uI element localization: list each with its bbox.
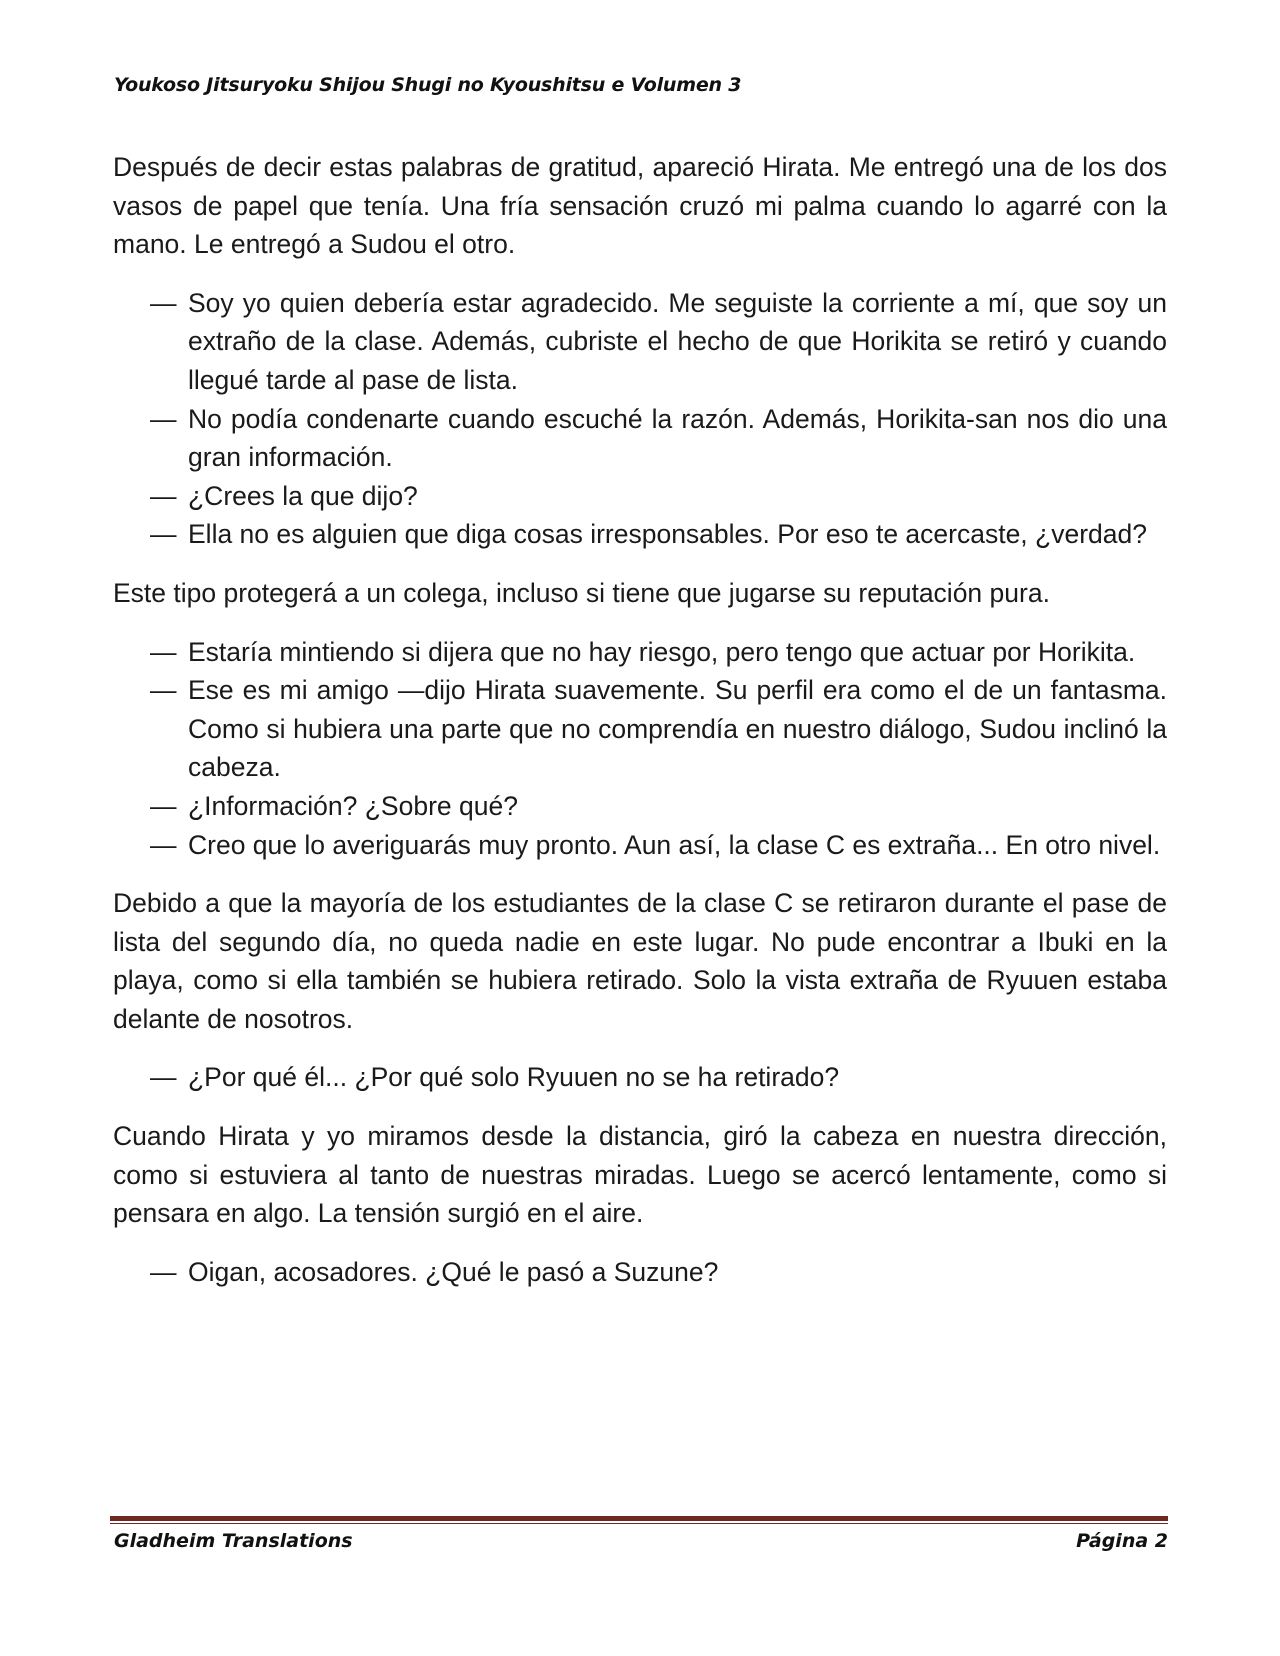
- dialogue-line: [150, 633, 1167, 672]
- em-dash: —: [150, 1256, 177, 1287]
- dialogue-group: [113, 284, 1167, 554]
- em-dash: —: [150, 403, 177, 434]
- dialogue-text: ¿Crees la que dijo?: [188, 480, 418, 511]
- dialogue-group: [113, 1058, 1167, 1097]
- footer-divider-thin: [110, 1523, 1168, 1524]
- footer-divider-thick: [110, 1516, 1168, 1521]
- dialogue-line: [150, 1058, 1167, 1097]
- dialogue-line: [150, 515, 1167, 554]
- dialogue-text: ¿Información? ¿Sobre qué?: [188, 790, 518, 821]
- paragraph: Este tipo protegerá a un colega, incluso si tiene que jugarse su reputación pura.: [113, 577, 1050, 608]
- dialogue-group: [113, 633, 1167, 865]
- footer-divider: [110, 1516, 1168, 1524]
- dialogue-line: [150, 826, 1167, 865]
- dialogue-line: [150, 1253, 1167, 1292]
- dialogue-line: [150, 284, 1167, 400]
- dialogue-text: Ese es mi amigo —dijo Hirata suavemente. Su perfil era como el de un fantasma. Como si hubiera una parte que no comprendía en nuestro diálogo, Sudou inclinó la cabeza.: [188, 675, 1167, 783]
- em-dash: —: [150, 519, 177, 550]
- dialogue-text: Estaría mintiendo si dijera que no hay riesgo, pero tengo que actuar por Horikita.: [188, 636, 1136, 667]
- dialogue-line: [150, 477, 1167, 516]
- dialogue-line: [150, 787, 1167, 826]
- dialogue-group: [113, 1253, 1167, 1292]
- dialogue-line: [150, 400, 1167, 477]
- dialogue-text: Ella no es alguien que diga cosas irresponsables. Por eso te acercaste, ¿verdad?: [188, 519, 1147, 550]
- paragraph: Cuando Hirata y yo miramos desde la distancia, giró la cabeza en nuestra dirección, como si estuviera al tanto de nuestras miradas. Luego se acercó lentamente, como si pensara en algo. La tensión surgió en el aire.: [113, 1121, 1167, 1229]
- dialogue-text: Soy yo quien debería estar agradecido. Me seguiste la corriente a mí, que soy un extraño de la clase. Además, cubriste el hecho de que Horikita se retiró y cuando llegué tarde al pase de lista.: [188, 287, 1167, 395]
- page-body: [113, 148, 1167, 1311]
- em-dash: —: [150, 636, 177, 667]
- page-header-title: Youkoso Jitsuryoku Shijou Shugi no Kyoushitsu e Volumen 3: [114, 74, 742, 96]
- dialogue-text: Oigan, acosadores. ¿Qué le pasó a Suzune?: [188, 1256, 719, 1287]
- paragraph: Después de decir estas palabras de gratitud, apareció Hirata. Me entregó una de los dos vasos de papel que tenía. Una fría sensación cruzó mi palma cuando lo agarré con la mano. Le entregó a Sudou el otro.: [113, 152, 1167, 260]
- em-dash: —: [150, 1062, 177, 1093]
- em-dash: —: [150, 675, 177, 706]
- dialogue-text: Creo que lo averiguarás muy pronto. Aun así, la clase C es extraña... En otro nivel.: [188, 829, 1161, 860]
- em-dash: —: [150, 480, 177, 511]
- dialogue-text: ¿Por qué él... ¿Por qué solo Ryuuen no se ha retirado?: [188, 1062, 840, 1093]
- dialogue-line: [150, 671, 1167, 787]
- em-dash: —: [150, 287, 177, 318]
- dialogue-text: No podía condenarte cuando escuché la razón. Además, Horikita-san nos dio una gran información.: [188, 403, 1167, 473]
- em-dash: —: [150, 790, 177, 821]
- footer-page-number: Página 2: [1076, 1530, 1168, 1552]
- footer-publisher: Gladheim Translations: [114, 1530, 353, 1552]
- em-dash: —: [150, 829, 177, 860]
- paragraph: Debido a que la mayoría de los estudiantes de la clase C se retiraron durante el pase de lista del segundo día, no queda nadie en este lugar. No pude encontrar a Ibuki en la playa, como si ella también se hubiera retirado. Solo la vista extraña de Ryuuen estaba delante de nosotros.: [113, 888, 1167, 1034]
